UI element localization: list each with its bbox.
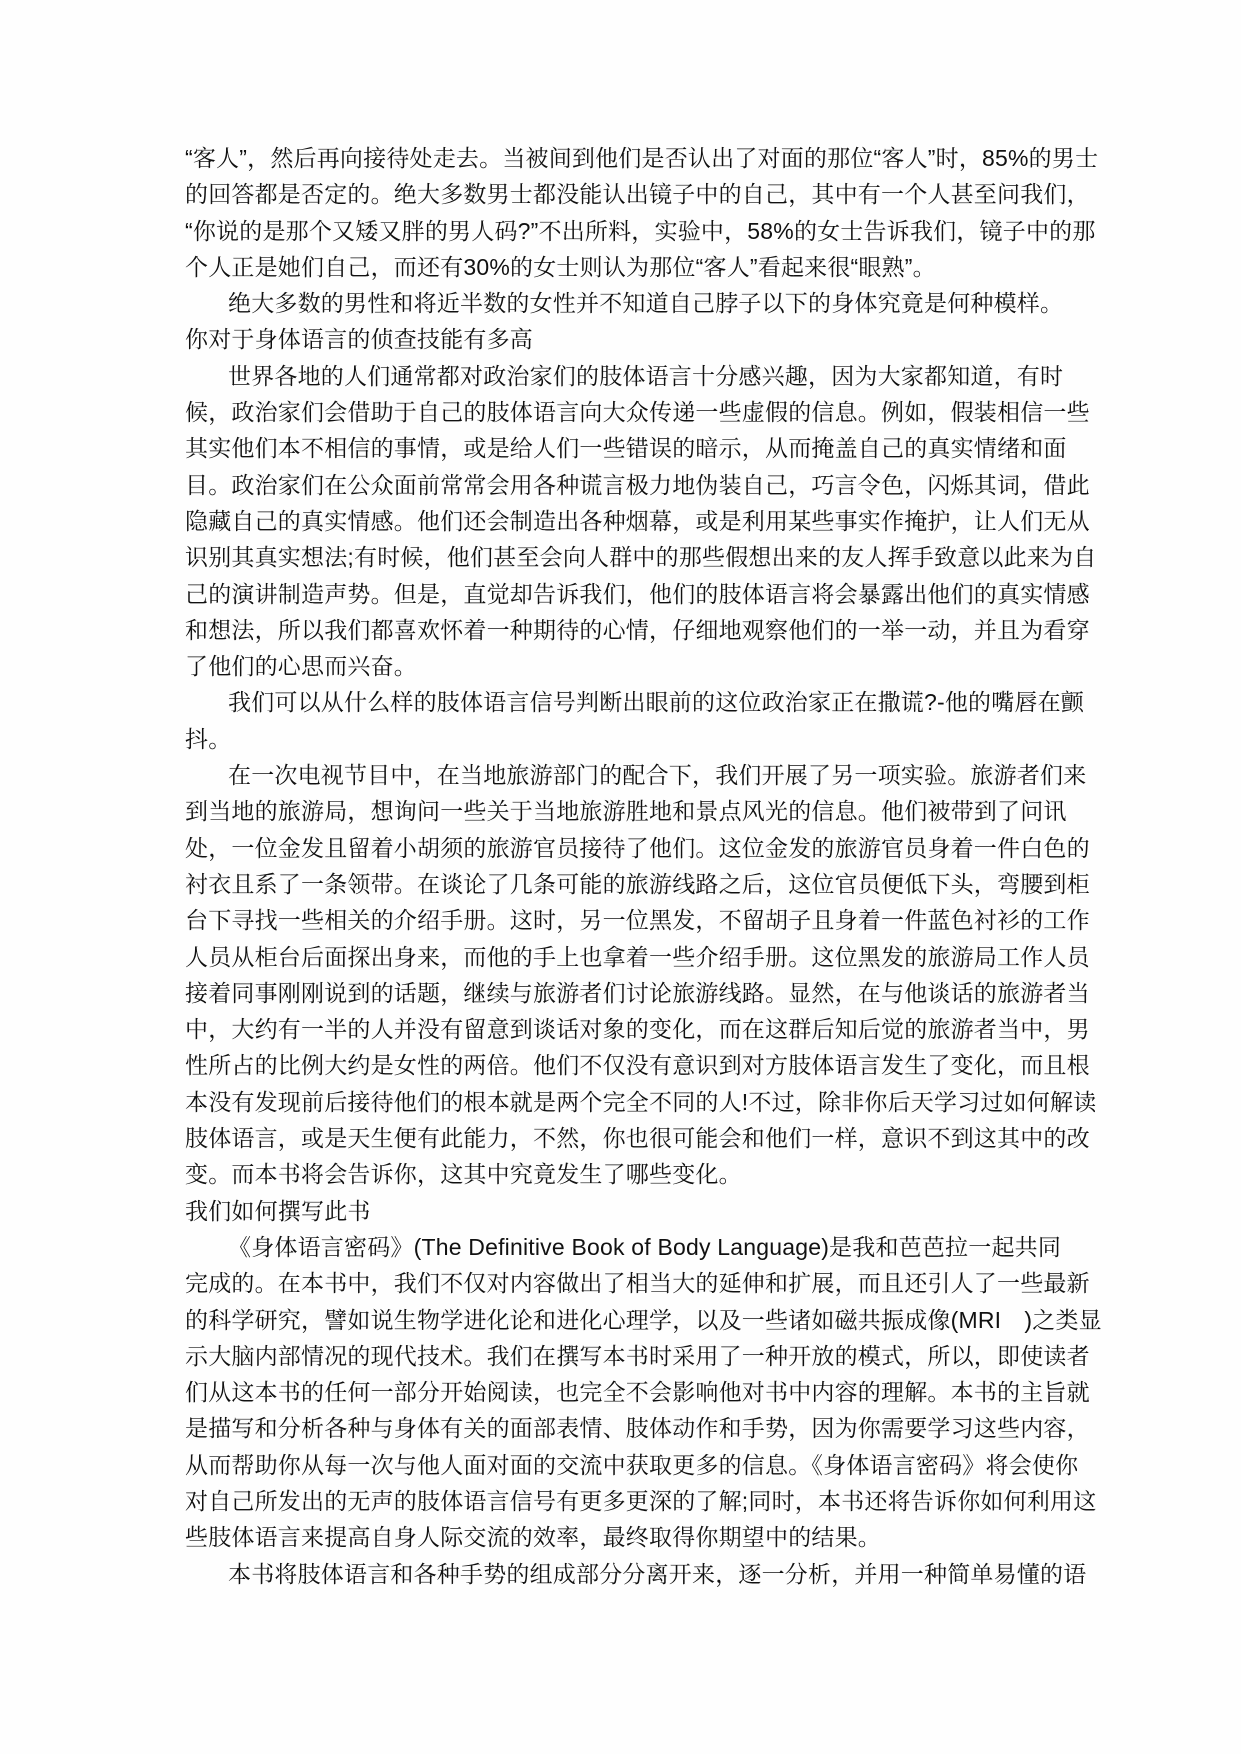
heading-text-line: 我们如何撰写此书 [185, 1197, 371, 1224]
text-line: 本没有发现前后接待他们的根本就是两个完全不同的人!不过，除非你后天学习过如何解读 [185, 1088, 1097, 1115]
text-line: 衬衣且系了一条领带。在谈论了几条可能的旅游线路之后，这位官员便低下头，弯腰到柜 [185, 870, 1090, 897]
text-line: 肢体语言，或是天生便有此能力，不然，你也很可能会和他们一样，意识不到这其中的改 [185, 1125, 1090, 1152]
text-line: 抖。 [185, 725, 232, 752]
text-line: “客人”，然后再向接待处走去。当被间到他们是否认出了对面的那位“客人”时，85%的男士 [185, 145, 1099, 171]
text-line: 人员从柜台后面探出身来，而他的手上也拿着一些介绍手册。这位黑发的旅游局工作人员 [185, 943, 1090, 970]
text-line: 个人正是她们自己，而还有30%的女士则认为那位“客人”看起来很“眼熟”。 [185, 253, 936, 280]
text-line: 《身体语言密码》(The Definitive Book of Body Language)是我和芭芭拉一起共同 [228, 1233, 1062, 1260]
text-line: 对自己所发出的无声的肢体语言信号有更多更深的了解;同时，本书还将告诉你如何利用这 [185, 1487, 1097, 1514]
text-line: 台下寻找一些相关的介绍手册。这时，另一位黑发，不留胡子且身着一件蓝色衬衫的工作 [185, 907, 1090, 934]
text-line: 其实他们本不相信的事情，或是给人们一些错误的暗示，从而掩盖自己的真实情绪和面 [185, 435, 1067, 462]
text-line: 从而帮助你从每一次与他人面对面的交流中获取更多的信息。《身体语言密码》将会使你 [185, 1451, 1079, 1478]
text-line: 本书将肢体语言和各种手势的组成部分分离开来，逐一分析，并用一种简单易懂的语 [228, 1560, 1087, 1587]
text-line: 隐藏自己的真实情感。他们还会制造出各种烟幕，或是利用某些事实作掩护，让人们无从 [185, 507, 1090, 534]
heading-text-line: 你对于身体语言的侦查技能有多高 [185, 326, 533, 353]
text-line: 示大脑内部情况的现代技术。我们在撰写本书时采用了一种开放的模式，所以，即使读者 [185, 1342, 1090, 1369]
text-line: 和想法，所以我们都喜欢怀着一种期待的心情，仔细地观察他们的一举一动，并且为看穿 [185, 616, 1090, 643]
page-text-block [185, 140, 1102, 1592]
text-line: 绝大多数的男性和将近半数的女性并不知道自己脖子以下的身体究竟是何种模样。 [228, 290, 1064, 317]
text-line: 是描写和分析各种与身体有关的面部表情、肢体动作和手势，因为你需要学习这些内容， [185, 1415, 1090, 1442]
text-line: 目。政治家们在公众面前常常会用各种谎言极力地伪装自己，巧言令色，闪烁其词，借此 [185, 471, 1090, 498]
text-line: 些肢体语言来提高自身人际交流的效率，最终取得你期望中的结果。 [185, 1524, 881, 1551]
text-line: 完成的。在本书中，我们不仅对内容做出了相当大的延伸和扩展，而且还引人了一些最新 [185, 1270, 1090, 1297]
text-line: 中，大约有一半的人并没有留意到谈话对象的变化，而在这群后知后觉的旅游者当中，男 [185, 1016, 1090, 1043]
text-line: 性所占的比例大约是女性的两倍。他们不仅没有意识到对方肢体语言发生了变化，而且根 [185, 1052, 1090, 1079]
text-line: 我们可以从什么样的肢体语言信号判断出眼前的这位政治家正在撒谎?-他的嘴唇在颤 [228, 689, 1085, 716]
text-line: 世界各地的人们通常都对政治家们的肢体语言十分感兴趣，因为大家都知道，有时 [228, 362, 1064, 389]
text-line: 们从这本书的任何一部分开始阅读，也完全不会影响他对书中内容的理解。本书的主旨就 [185, 1379, 1090, 1406]
text-line: “你说的是那个又矮又胖的男人码?”不出所料，实验中，58%的女士告诉我们，镜子中的那 [185, 217, 1096, 244]
text-line: 候，政治家们会借助于自己的肢体语言向大众传递一些虚假的信息。例如，假装相信一些 [185, 399, 1090, 426]
text-line: 的回答都是否定的。绝大多数男士都没能认出镜子中的自己，其中有一个人甚至问我们， [185, 181, 1090, 208]
text-line: 的科学研究，譬如说生物学进化论和进化心理学，以及一些诸如磁共振成像(MRI )之类显 [185, 1306, 1102, 1333]
text-line: 己的演讲制造声势。但是，直觉却告诉我们，他们的肢体语言将会暴露出他们的真实情感 [185, 580, 1090, 607]
text-line: 接着同事刚刚说到的话题，继续与旅游者们讨论旅游线路。显然，在与他谈话的旅游者当 [185, 979, 1090, 1006]
text-line: 在一次电视节目中，在当地旅游部门的配合下，我们开展了另一项实验。旅游者们来 [228, 762, 1087, 789]
text-line: 变。而本书将会告诉你，这其中究竟发生了哪些变化。 [185, 1161, 742, 1188]
text-line: 识别其真实想法;有时候，他们甚至会向人群中的那些假想出来的友人挥手致意以此来为自 [185, 544, 1097, 571]
text-line: 处，一位金发且留着小胡须的旅游官员接待了他们。这位金发的旅游官员身着一件白色的 [185, 834, 1090, 861]
text-line: 到当地的旅游局，想询问一些关于当地旅游胜地和景点风光的信息。他们被带到了问讯 [185, 798, 1067, 825]
text-line: 了他们的心思而兴奋。 [185, 653, 417, 680]
